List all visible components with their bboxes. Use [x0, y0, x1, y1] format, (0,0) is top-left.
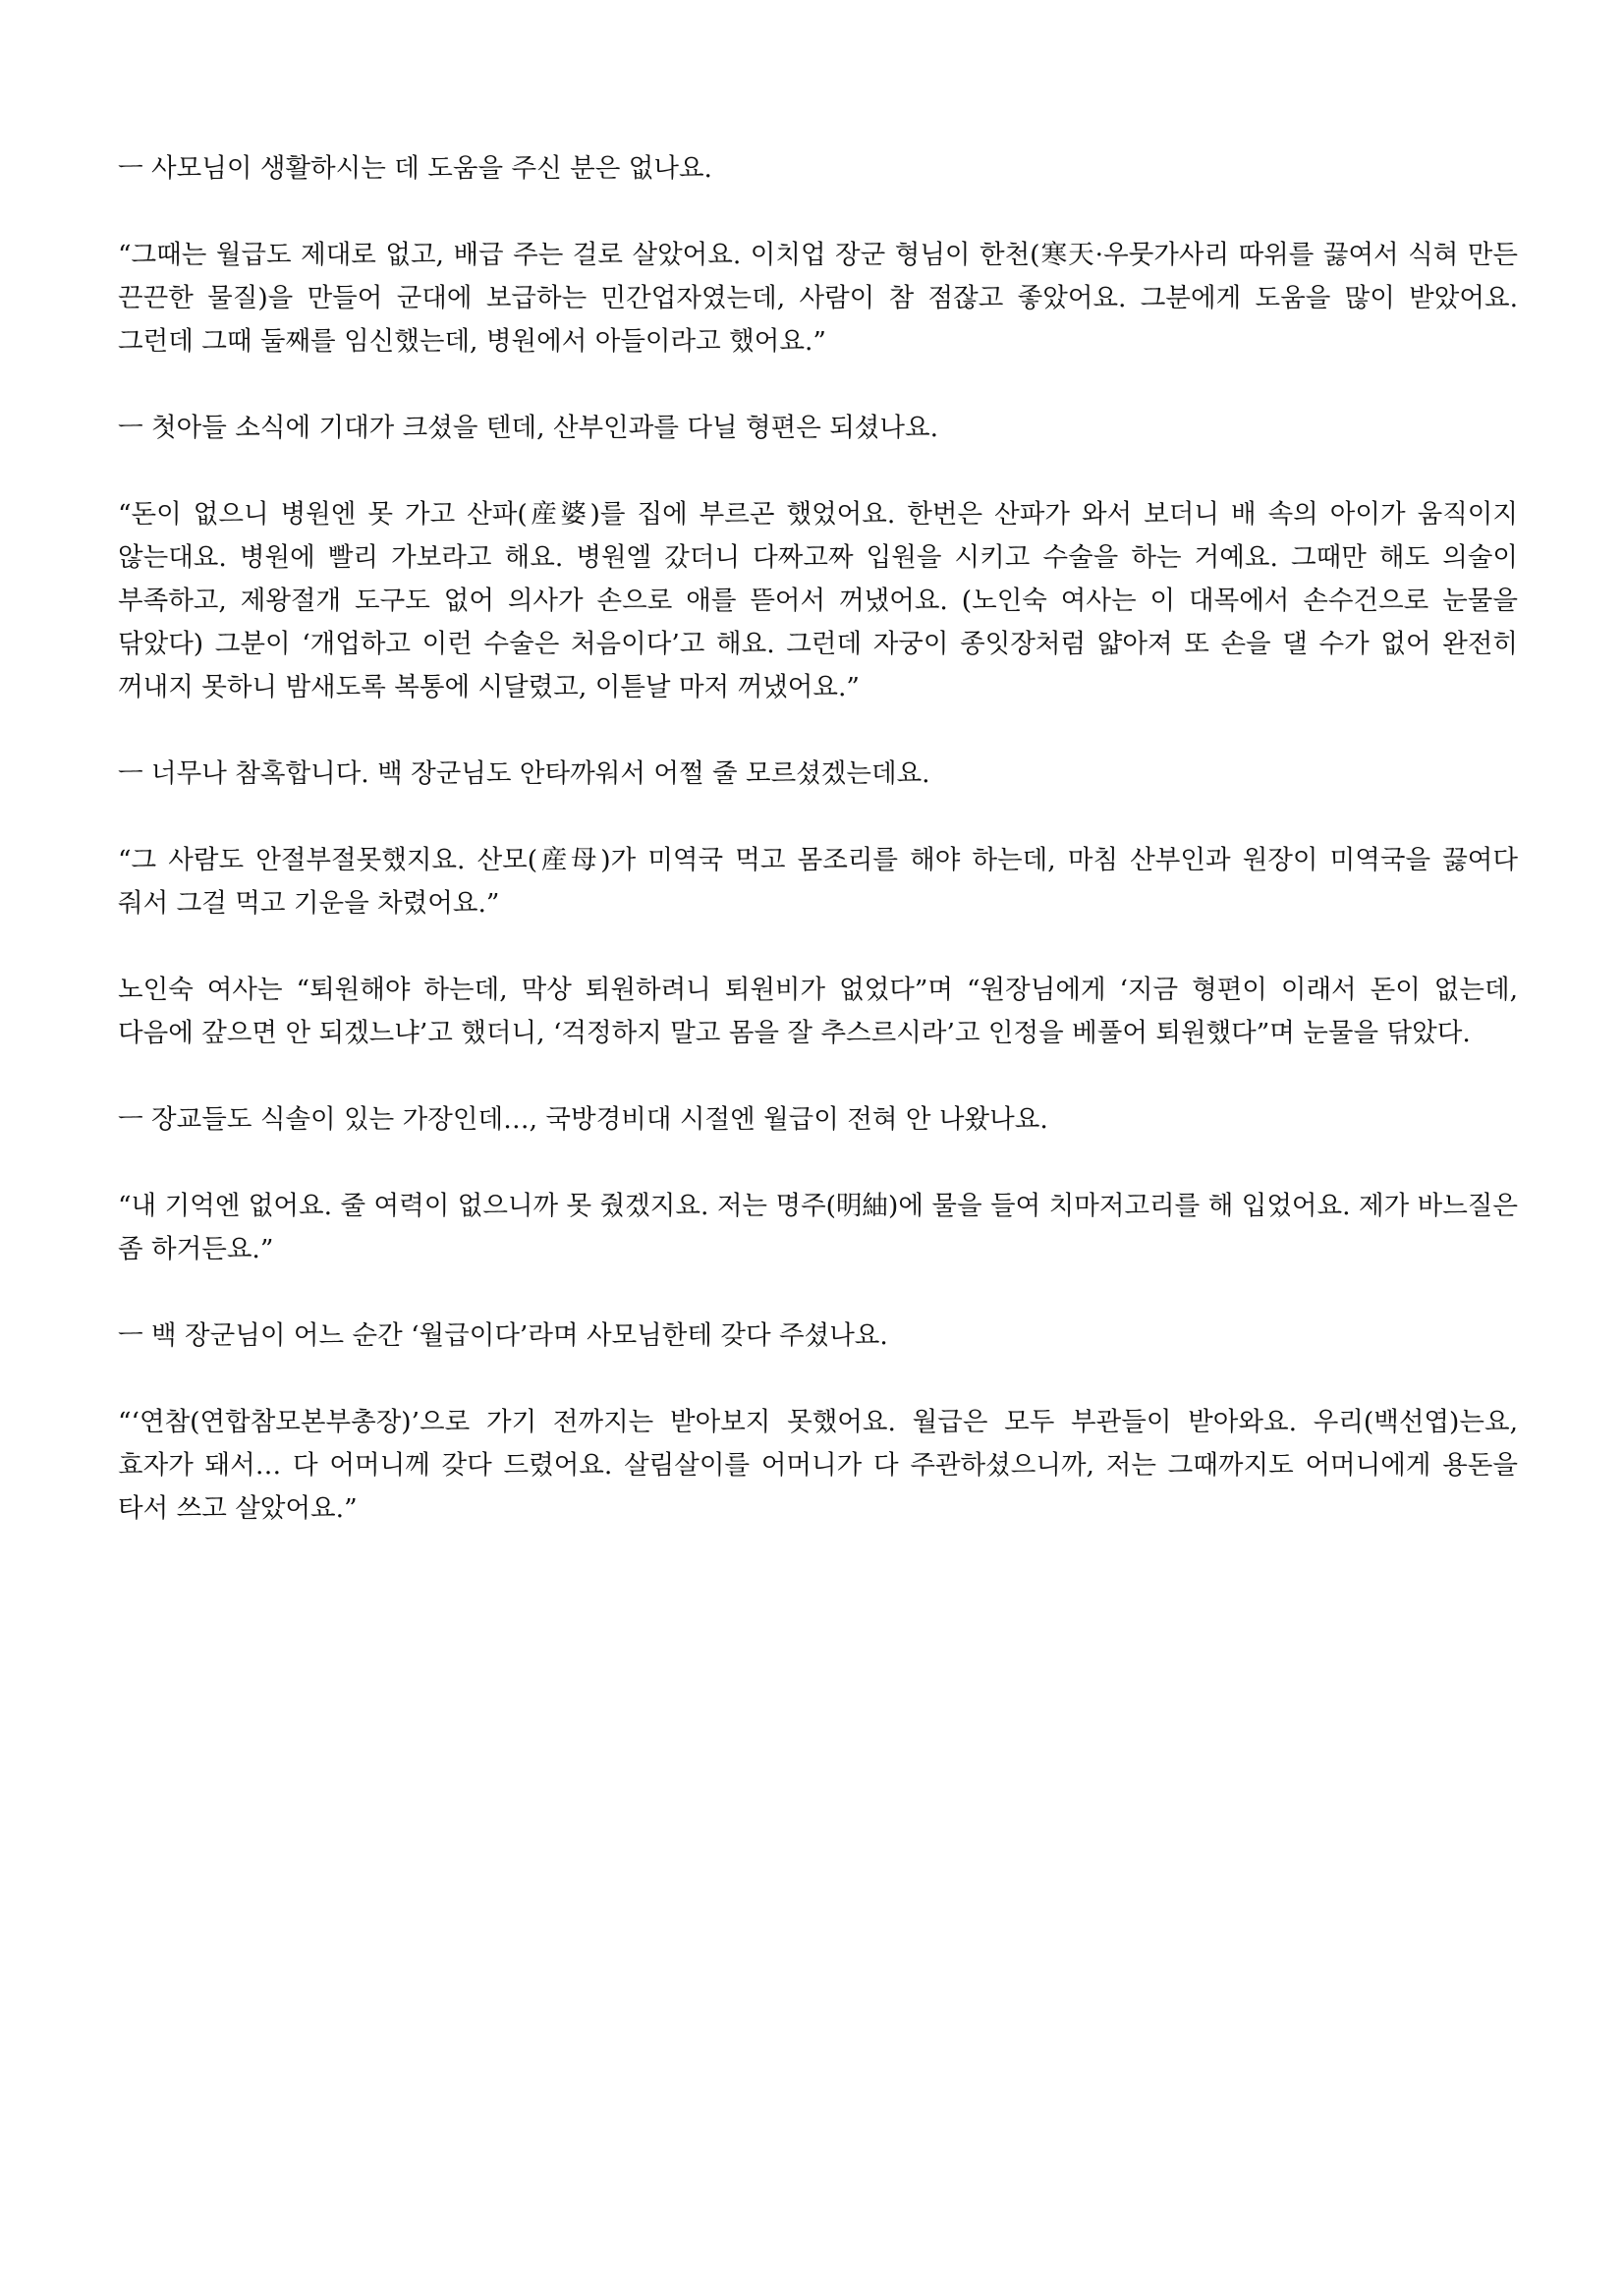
interview-question: ㅡ 첫아들 소식에 기대가 크셨을 텐데, 산부인과를 다닐 형편은 되셨나요.: [118, 413, 939, 443]
interview-answer: “그때는 월급도 제대로 없고, 배급 주는 걸로 살았어요. 이치업 장군 형님이 한천(寒天·우뭇가사리 따위를 끓여서 식혀 만든 끈끈한 물질)을 만들어 군대에 보급하는 민간업자였는데, 사람이 참 점잖고 좋았어요. 그분에게 도움을 많이 받았어요. 그런데 그때 둘째를 임신했는데, 병원에서 아들이라고 했어요.”: [118, 240, 1518, 357]
interview-question: ㅡ 사모님이 생활하시는 데 도움을 주신 분은 없나요.: [118, 153, 712, 184]
interview-answer: “내 기억엔 없어요. 줄 여력이 없으니까 못 줬겠지요. 저는 명주(明紬)에 물을 들여 치마저고리를 해 입었어요. 제가 바느질은 좀 하거든요.”: [118, 1191, 1518, 1264]
interview-question: ㅡ 장교들도 식솔이 있는 가장인데…, 국방경비대 시절엔 월급이 전혀 안 나왔나요.: [118, 1104, 1048, 1135]
interview-answer: “돈이 없으니 병원엔 못 가고 산파(産婆)를 집에 부르곤 했었어요. 한번은 산파가 와서 보더니 배 속의 아이가 움직이지 않는대요. 병원에 빨리 가보라고 해요. 병원엘 갔더니 다짜고짜 입원을 시키고 수술을 하는 거예요. 그때만 해도 의술이 부족하고, 제왕절개 도구도 없어 의사가 손으로 애를 뜯어서 꺼냈어요. (노인숙 여사는 이 대목에서 손수건으로 눈물을 닦았다) 그분이 ‘개업하고 이런 수술은 처음이다’고 해요. 그런데 자궁이 종잇장처럼 얇아져 또 손을 댈 수가 없어 완전히 꺼내지 못하니 밤새도록 복통에 시달렸고, 이튿날 마저 꺼냈어요.”: [118, 499, 1518, 702]
document-page: [118, 147, 1518, 1574]
interview-answer: “‘연참(연합참모본부총장)’으로 가기 전까지는 받아보지 못했어요. 월급은 모두 부관들이 받아와요. 우리(백선엽)는요, 효자가 돼서… 다 어머니께 갖다 드렸어요. 살림살이를 어머니가 다 주관하셨으니까, 저는 그때까지도 어머니에게 용돈을 타서 쓰고 살았어요.”: [118, 1407, 1518, 1524]
interview-answer: “그 사람도 안절부절못했지요. 산모(産母)가 미역국 먹고 몸조리를 해야 하는데, 마침 산부인과 원장이 미역국을 끓여다 줘서 그걸 먹고 기운을 차렸어요.”: [118, 845, 1518, 919]
narration-paragraph: 노인숙 여사는 “퇴원해야 하는데, 막상 퇴원하려니 퇴원비가 없었다”며 “원장님에게 ‘지금 형편이 이래서 돈이 없는데, 다음에 갚으면 안 되겠느냐’고 했더니, ‘걱정하지 말고 몸을 잘 추스르시라’고 인정을 베풀어 퇴원했다”며 눈물을 닦았다.: [118, 975, 1518, 1048]
interview-question: ㅡ 백 장군님이 어느 순간 ‘월급이다’라며 사모님한테 갖다 주셨나요.: [118, 1320, 888, 1351]
interview-question: ㅡ 너무나 참혹합니다. 백 장군님도 안타까워서 어쩔 줄 모르셨겠는데요.: [118, 758, 930, 789]
